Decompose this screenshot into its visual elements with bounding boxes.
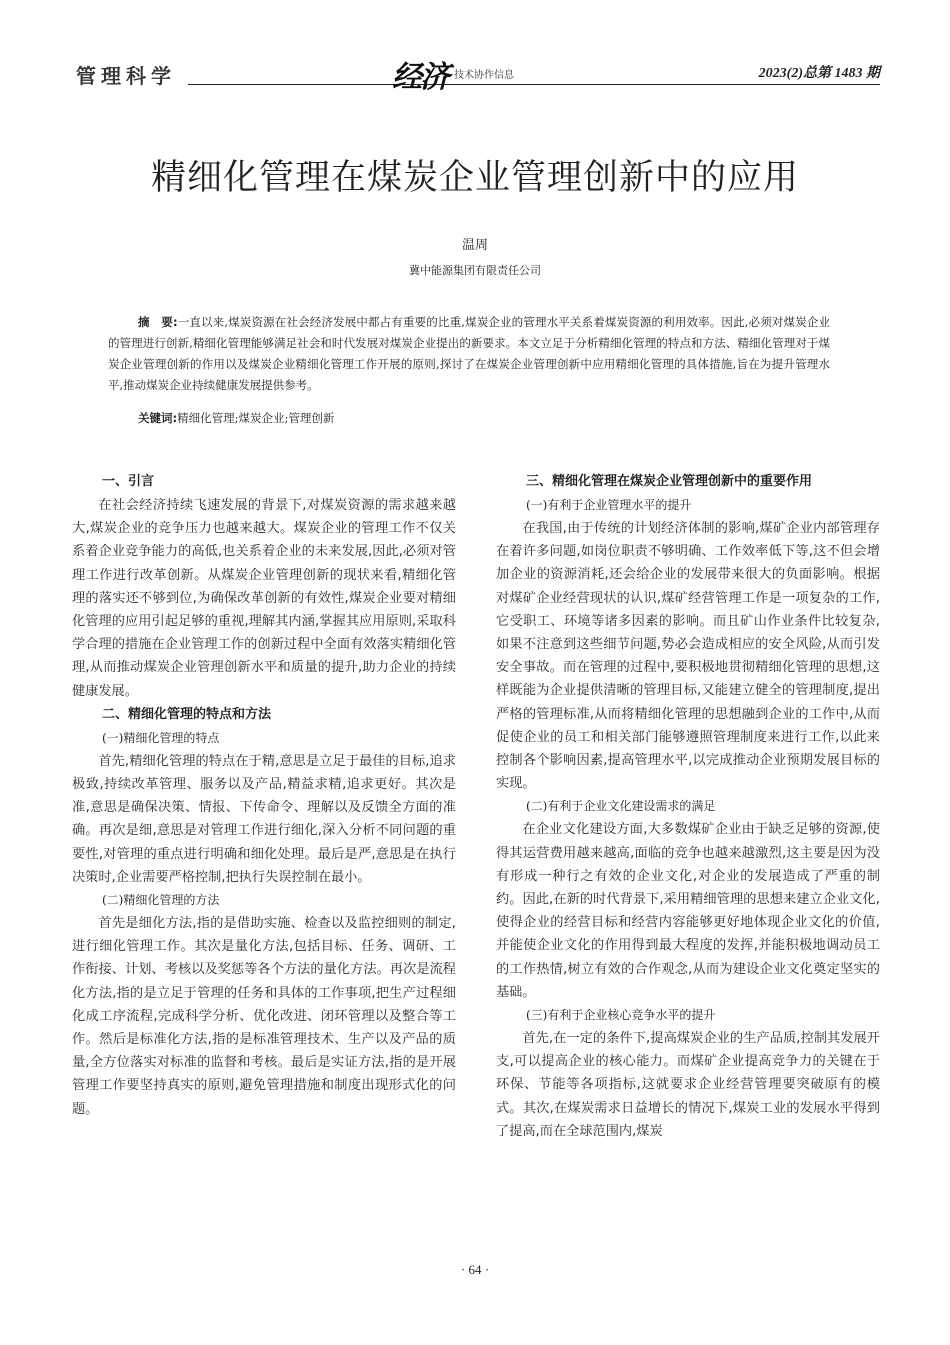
- article-title: 精细化管理在煤炭企业管理创新中的应用: [150, 158, 799, 198]
- paragraph: 在社会经济持续飞速发展的背景下,对煤炭资源的需求越来越大,煤炭企业的竞争压力也越来越大。煤炭企业的管理工作不仅关系着企业竞争能力的高低,也关系着企业的未来发展,因此,必须对管理工作进行改革创新。从煤炭企业管理创新的现状来看,精细化管理的落实还不够到位,为确保改革创新的有效性,煤炭企业要对精细化管理的应用引起足够的重视,理解其内涵,掌握其应用原则,采取科学合理的措施在企业管理工作的创新过程中全面有效落实精细化管理,从而推动煤炭企业管理创新水平和质量的提升,助力企业的持续健康发展。: [72, 498, 456, 699]
- issue-number: 2023(2)总第 1483 期: [758, 66, 880, 81]
- subsection-heading: (二)精细化管理的方法: [102, 893, 220, 908]
- subsection-heading: (一)有利于企业管理水平的提升: [526, 498, 692, 512]
- section-heading-features: 二、精细化管理的特点和方法: [102, 706, 272, 722]
- journal-section-label: 管理科学: [76, 64, 176, 88]
- subsection-heading: (一)精细化管理的特点: [102, 730, 220, 745]
- affiliation: 冀中能源集团有限责任公司: [409, 264, 541, 277]
- section-heading-intro: 一、引言: [102, 474, 155, 489]
- paragraph: 在企业文化建设方面,大多数煤矿企业由于缺乏足够的资源,使得其运营费用越来越高,面临的竞争也越来越激烈,这主要是因为没有形成一种行之有效的企业文化,对企业的发展造成了严重的制约。因此,在新的时代背景下,采用精细管理的思想来建立企业文化,使得企业的经营目标和经营内容能够更好地体现企业文化的价值,并能使企业文化的作用得到最大程度的发挥,并能积极地调动员工的工作热情,树立有效的合作观念,从而为建设企业文化奠定坚实的基础。: [496, 822, 880, 1000]
- subsection-heading: (二)有利于企业文化建设需求的满足: [526, 799, 716, 814]
- abstract: [108, 312, 830, 396]
- subsection-heading: (三)有利于企业核心竞争水平的提升: [526, 1008, 716, 1023]
- journal-logo-subtitle: 技术协作信息: [454, 70, 514, 81]
- paragraph: 在我国,由于传统的计划经济体制的影响,煤矿企业内部管理存在着许多问题,如岗位职责不够明确、工作效率低下等,这不但会增加企业的资源消耗,还会给企业的发展带来很大的负面影响。根据对煤矿企业经营现状的认识,煤矿经营管理工作是一项复杂的工作,它受职工、环境等诸多因素的影响。而且矿山作业条件比较复杂,如果不注意到这些细节问题,势必会造成相应的安全风险,从而引发安全事故。而在管理的过程中,要积极地贯彻精细化管理的思想,这样既能为企业提供清晰的管理目标,又能建立健全的管理制度,提出严格的管理标准,从而将精细化管理的思想融到企业的工作中,从而促使企业的员工和相关部门能够遵照管理制度来进行工作,以此来控制各个影响因素,提高管理水平,以完成推动企业预期发展目标的实现。: [496, 521, 880, 792]
- journal-logo: 经济: [392, 60, 448, 95]
- abstract-text: 一直以来,煤炭资源在社会经济发展中都占有重要的比重,煤炭企业的管理水平关系着煤炭资源的利用效率。因此,必须对煤炭企业的管理进行创新,精细化管理能够满足社会和时代发展对煤炭企业提出的新要求。本文立足于分析精细化管理的特点和方法、精细化管理对于煤炭企业管理创新的作用以及煤炭企业精细化管理工作开展的原则,探讨了在煤炭企业管理创新中应用精细化管理的具体措施,旨在为提升管理水平,推动煤炭企业持续健康发展提供参考。: [108, 315, 830, 392]
- page-number: · 64 ·: [460, 1262, 490, 1277]
- left-column: [72, 470, 456, 1121]
- right-column: [496, 470, 880, 1143]
- paragraph: 首先,精细化管理的特点在于精,意思是立足于最佳的目标,追求极致,持续改革管理、服务以及产品,精益求精,追求更好。其次是准,意思是确保决策、情报、下传命令、理解以及反馈全方面的准确。再次是细,意思是对管理工作进行细化,深入分析不同问题的重要性,对管理的重点进行明确和细化处理。最后是严,意思是在执行决策时,企业需要严格控制,把执行失误控制在最小。: [72, 753, 456, 885]
- author: 温周: [461, 238, 488, 253]
- abstract-label: 摘 要:: [138, 315, 178, 329]
- section-heading-roles: 三、精细化管理在煤炭企业管理创新中的重要作用: [526, 474, 813, 489]
- header-rule: [188, 84, 880, 85]
- keywords-text: 精细化管理;煤炭企业;管理创新: [177, 411, 335, 425]
- paragraph: 首先是细化方法,指的是借助实施、检查以及监控细则的制定,进行细化管理工作。其次是量化方法,包括目标、任务、调研、工作衔接、计划、考核以及奖惩等各个方法的量化方法。再次是流程化方法,指的是立足于管理的任务和具体的工作事项,把生产过程细化成工序流程,完成科学分析、优化改进、闭环管理以及整合等工作。然后是标准化方法,指的是标准管理技术、生产以及产品的质量,全方位落实对标准的监督和考核。最后是实证方法,指的是开展管理工作要坚持真实的原则,避免管理措施和制度出现形式化的问题。: [72, 916, 456, 1117]
- keywords-label: 关键词:: [138, 411, 178, 425]
- keywords: [138, 410, 334, 426]
- paragraph: 首先,在一定的条件下,提高煤炭企业的生产品质,控制其发展开支,可以提高企业的核心能力。而煤矿企业提高竞争力的关键在于环保、节能等各项指标,这就要求企业经营管理要突破原有的模式。其次,在煤炭需求日益增长的情况下,煤炭工业的发展水平得到了提高,而在全球范围内,煤炭: [496, 1031, 880, 1139]
